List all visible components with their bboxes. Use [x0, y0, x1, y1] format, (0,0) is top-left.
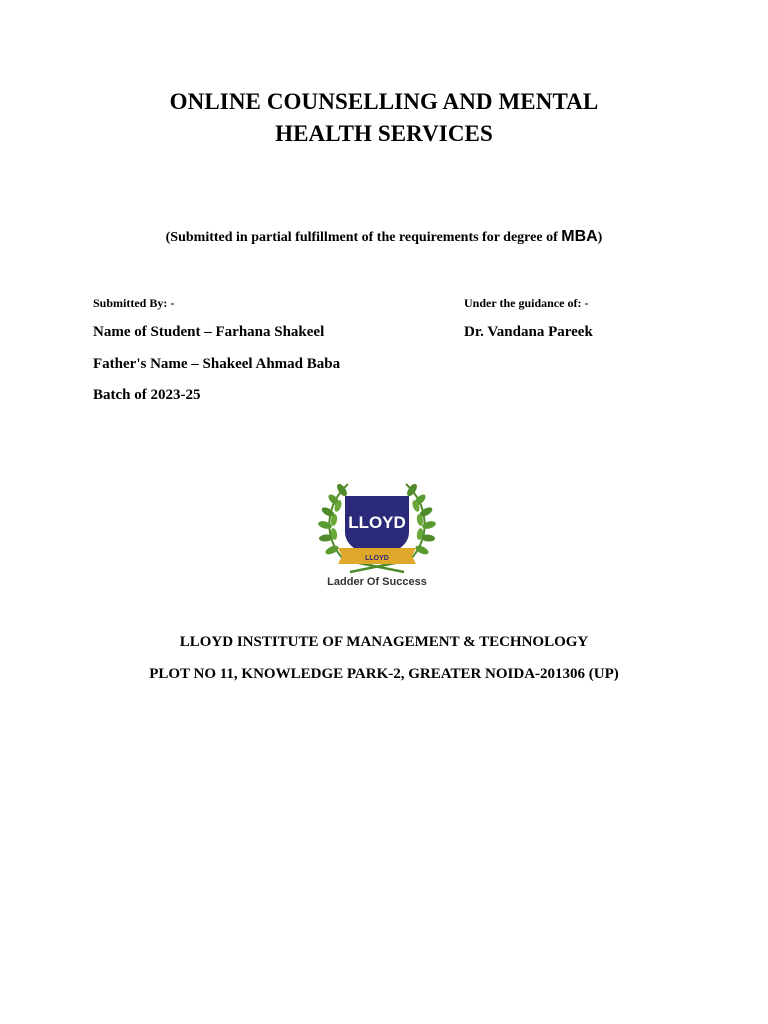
logo-shield-text: LLOYD [348, 513, 406, 532]
submitted-by-label: Submitted By: - [93, 296, 175, 310]
title-line-2: HEALTH SERVICES [275, 121, 493, 146]
logo-ribbon-text: LLOYD [365, 555, 389, 562]
lloyd-logo [312, 476, 442, 591]
batch: Batch of 2023-25 [93, 387, 201, 403]
subtitle-suffix: ) [597, 230, 603, 245]
title-line-1: ONLINE COUNSELLING AND MENTAL [169, 89, 599, 114]
guide-name: Dr. Vandana Pareek [464, 324, 593, 340]
student-name: Name of Student – Farhana Shakeel [93, 324, 325, 340]
institute-address: PLOT NO 11, KNOWLEDGE PARK-2, GREATER NOIDA-201306 (UP) [149, 666, 619, 682]
institute-name: LLOYD INSTITUTE OF MANAGEMENT & TECHNOLOGY [179, 634, 589, 650]
document-title [0, 86, 768, 150]
guidance-label: Under the guidance of: - [464, 296, 589, 310]
degree-name: MBA [561, 228, 598, 245]
subtitle-prefix: (Submitted in partial fulfillment of the requirements for degree of [165, 230, 562, 245]
father-name: Father's Name – Shakeel Ahmad Baba [93, 356, 341, 372]
submission-statement [0, 227, 768, 248]
logo-tagline: Ladder Of Success [327, 576, 427, 588]
